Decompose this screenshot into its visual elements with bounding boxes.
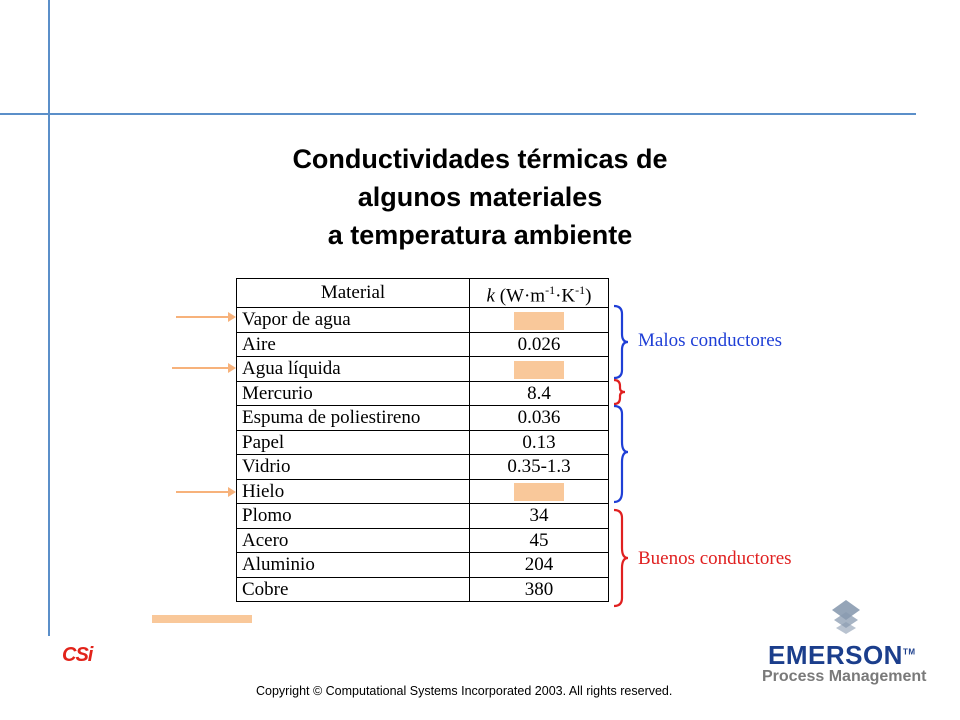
bracket-buenos	[614, 510, 628, 606]
hidden-value-box	[514, 483, 564, 501]
hidden-value-box	[514, 361, 564, 379]
copyright-text: Copyright © Computational Systems Incorporated 2003. All rights reserved.	[256, 684, 673, 698]
emerson-wordmark	[768, 640, 916, 671]
material-cell: Aluminio	[237, 553, 470, 578]
group-brackets	[608, 300, 638, 610]
value-cell: 8.4	[470, 381, 609, 406]
header-unit-c: )	[585, 285, 592, 307]
arrow-hielo	[176, 491, 234, 493]
table-row	[237, 528, 609, 553]
arrow-agua-liquida	[172, 367, 234, 369]
bracket-mercurio	[614, 380, 625, 404]
value-cell: 0.036	[470, 406, 609, 431]
header-unit-b: ·K	[555, 285, 576, 307]
value-cell: 45	[470, 528, 609, 553]
label-malos-conductores: Malos conductores	[638, 330, 783, 351]
header-k-symbol: k	[486, 285, 495, 307]
table-row	[237, 332, 609, 357]
conductivity-table	[236, 278, 609, 602]
table-header-row	[237, 279, 609, 308]
title-line-2: algunos materiales	[357, 182, 603, 212]
material-cell: Agua líquida	[237, 357, 470, 382]
bracket-malos-2	[614, 406, 628, 502]
header-material: Material	[237, 279, 470, 308]
emerson-name: EMERSON	[768, 640, 903, 670]
table-row	[237, 430, 609, 455]
title-line-3: a temperatura ambiente	[327, 220, 633, 250]
table-row	[237, 553, 609, 578]
slide-title	[180, 140, 780, 254]
frame-horizontal-line	[0, 113, 916, 115]
csi-logo: CSi	[62, 644, 93, 666]
arrow-vapor-de-agua	[176, 316, 234, 318]
material-cell: Aire	[237, 332, 470, 357]
table-row	[237, 406, 609, 431]
material-cell: Papel	[237, 430, 470, 455]
header-unit-exp2: -1	[575, 283, 586, 297]
material-cell: Mercurio	[237, 381, 470, 406]
material-cell: Vidrio	[237, 455, 470, 480]
table-row	[237, 504, 609, 529]
value-cell: 0.13	[470, 430, 609, 455]
table-row	[237, 577, 609, 602]
frame-vertical-line	[48, 0, 50, 636]
value-cell: 0.026	[470, 332, 609, 357]
table-row	[237, 381, 609, 406]
value-cell-hidden	[470, 479, 609, 504]
value-cell: 380	[470, 577, 609, 602]
material-cell: Cobre	[237, 577, 470, 602]
material-cell: Acero	[237, 528, 470, 553]
value-cell: 0.35-1.3	[470, 455, 609, 480]
table-row	[237, 308, 609, 333]
bracket-malos-1	[614, 306, 628, 378]
emerson-subtitle: Process Management	[762, 668, 927, 685]
table-row	[237, 357, 609, 382]
highlight-bar	[152, 615, 252, 623]
value-cell-hidden	[470, 308, 609, 333]
material-cell: Espuma de poliestireno	[237, 406, 470, 431]
table-row	[237, 455, 609, 480]
header-unit-a: (W·m	[499, 285, 546, 307]
label-buenos-conductores: Buenos conductores	[638, 548, 792, 569]
header-unit-exp1: -1	[545, 283, 556, 297]
value-cell-hidden	[470, 357, 609, 382]
table-row	[237, 479, 609, 504]
emerson-trademark: TM	[902, 647, 916, 657]
title-line-1: Conductividades térmicas de	[292, 144, 668, 174]
value-cell: 204	[470, 553, 609, 578]
header-k	[470, 279, 609, 308]
material-cell: Hielo	[237, 479, 470, 504]
hidden-value-box	[514, 312, 564, 330]
value-cell: 34	[470, 504, 609, 529]
material-cell: Plomo	[237, 504, 470, 529]
material-cell: Vapor de agua	[237, 308, 470, 333]
